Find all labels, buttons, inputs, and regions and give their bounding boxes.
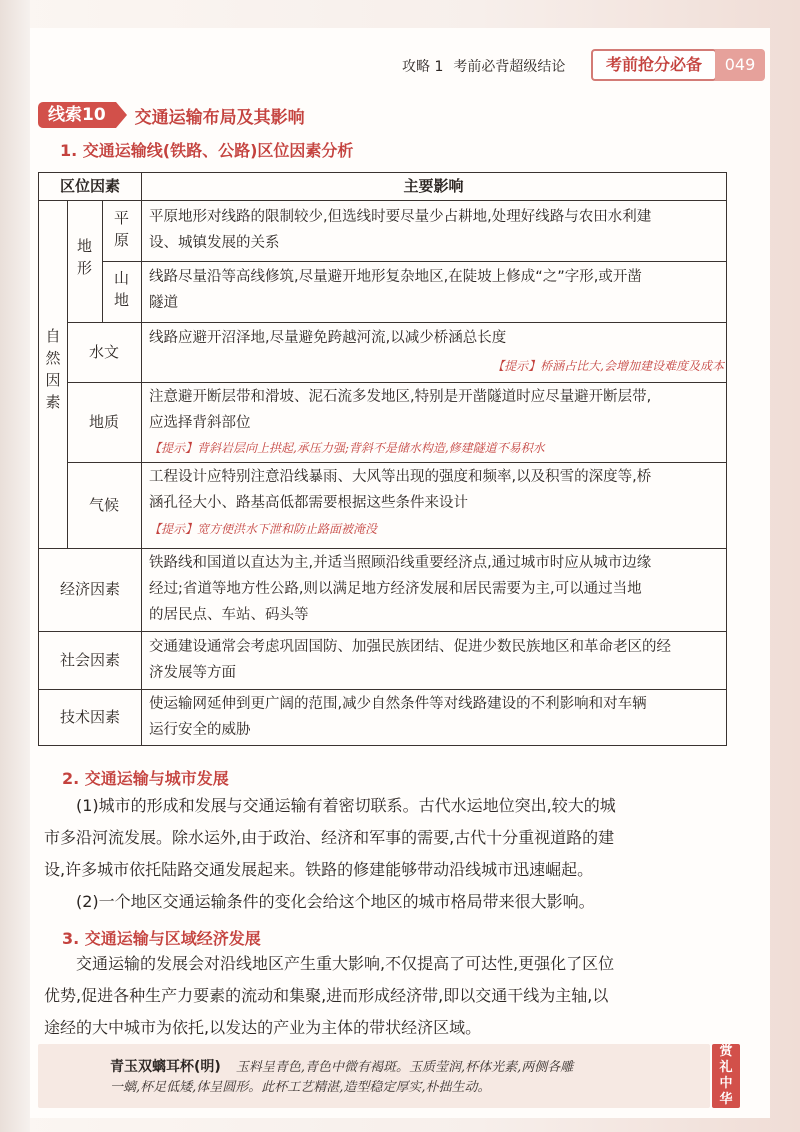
header-badge: 考前抢分必备	[591, 49, 717, 81]
hydrology-impact: 线路应避开沼泽地,尽量避免跨越河流,以减少桥涵总长度	[149, 330, 507, 346]
plain-label: 平 原	[113, 209, 129, 249]
geology-hint: 【提示】背斜岩层向上拱起,承压力强;背斜不是储水构造,修建隧道不易积水	[149, 441, 545, 455]
section-tag: 线索10	[38, 102, 116, 128]
chevron-right-icon	[116, 102, 127, 128]
artifact-desc-line2: 一螭,杯足低矮,体呈圆形。此杯工艺精湛,造型稳定厚实,朴拙生动。	[110, 1080, 491, 1095]
social-factors-label: 社会因素	[59, 651, 120, 669]
artifact-note	[38, 1044, 710, 1108]
mountain-label: 山 地	[113, 269, 129, 309]
artifact-title: 青玉双螭耳杯(明)	[110, 1059, 221, 1075]
geology-impact: 注意避开断层带和滑坡、泥石流多发地区,特别是开凿隧道时应尽量避开断层带, 应选择背斜部位	[149, 389, 652, 431]
plain-impact: 平原地形对线路的限制较少,但选线时要尽量少占耕地,处理好线路与农田水利建 设、城镇发展的关系	[149, 209, 652, 251]
technical-impact: 使运输网延伸到更广阔的范围,减少自然条件等对线路建设的不利影响和对车辆 运行安全的威胁	[149, 696, 647, 738]
section-banner	[38, 102, 305, 128]
table-header-impact: 主要影响	[403, 177, 464, 195]
side-tag: 赏 礼 中 华	[712, 1044, 740, 1108]
hydrology-label: 水文	[88, 343, 119, 361]
paragraph-3: 交通运输的发展会对沿线地区产生重大影响,不仅提高了可达性,更强化了区位 优势,促进各种生产力要素的流动和集聚,进而形成经济带,即以交通干线为主轴,以 途经的大中城市为依托,以发达的产业为主体的带状经济区域。	[44, 954, 615, 1037]
terrain-label: 地 形	[76, 237, 92, 277]
geology-label: 地质	[88, 413, 119, 431]
hydrology-hint: 【提示】桥涵占比大,会增加建设难度及成本	[492, 359, 724, 373]
natural-factors-label: 自 然 因 素	[45, 327, 61, 411]
economic-impact: 铁路线和国道以直达为主,并适当照顾沿线重要经济点,通过城市时应从城市边缘 经过;省道等地方性公路,则以满足地方经济发展和居民需要为主,可以通过当地 的居民点、车站、码头等	[149, 555, 652, 623]
social-impact: 交通建设通常会考虑巩固国防、加强民族团结、促进少数民族地区和革命老区的经 济发展等方面	[149, 639, 671, 681]
guide-number: 攻略 1	[402, 59, 444, 75]
climate-impact: 工程设计应特别注意沿线暴雨、大风等出现的强度和频率,以及积雪的深度等,桥 涵孔径大小、路基高低都需要根据这些条件来设计	[149, 469, 652, 511]
book-binding-shadow	[0, 0, 30, 1132]
artifact-desc-line1: 玉料呈青色,青色中微有褐斑。玉质莹润,杯体光素,两侧各雕	[235, 1060, 574, 1075]
subsection-heading-3: 3. 交通运输与区域经济发展	[62, 929, 261, 948]
climate-hint: 【提示】宽方便洪水下泄和防止路面被淹没	[149, 522, 378, 536]
economic-factors-label: 经济因素	[59, 580, 120, 598]
subsection-heading-2: 2. 交通运输与城市发展	[62, 769, 229, 788]
subsection-heading-1: 1. 交通运输线(铁路、公路)区位因素分析	[60, 141, 354, 160]
paragraph-2-2: (2)一个地区交通运输条件的变化会给这个地区的城市格局带来很大影响。	[76, 892, 595, 911]
paragraph-2-1: (1)城市的形成和发展与交通运输有着密切联系。古代水运地位突出,较大的城 市多沿河流发展。除水运外,由于政治、经济和军事的需要,古代十分重视道路的建 设,许多城市依托陆路交通发展起来。铁路的修建能够带动沿线城市迅速崛起。	[44, 796, 616, 879]
running-header	[402, 56, 565, 76]
page-number: 049	[715, 49, 765, 81]
section-title: 交通运输布局及其影响	[134, 107, 305, 128]
technical-factors-label: 技术因素	[59, 708, 120, 726]
table-header-factor: 区位因素	[59, 177, 120, 195]
location-factor-table	[38, 172, 727, 746]
mountain-impact: 线路尽量沿等高线修筑,尽量避开地形复杂地区,在陡坡上修成“之”字形,或开凿 隧道	[149, 269, 642, 311]
climate-label: 气候	[88, 496, 119, 514]
guide-title: 考前必背超级结论	[453, 59, 566, 75]
